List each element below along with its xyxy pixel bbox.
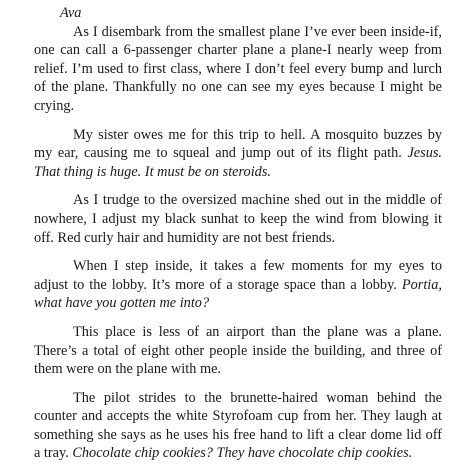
paragraph-text: When I step inside, it takes a few moments for my eyes to adjust to the lobby. It’s more of a storage space than a lobby. (34, 258, 442, 293)
paragraph-5 (34, 323, 442, 379)
paragraph-6 (34, 389, 442, 463)
paragraph-text: As I trudge to the oversized machine shed out in the middle of nowhere, I adjust my black sunhat to keep the wind from blowing it off. Red curly hair and humidity are not best friends. (34, 192, 442, 246)
italic-thought: Portia, what have you gotten me into? (34, 276, 442, 312)
paragraph-2 (34, 126, 442, 182)
paragraph-3 (34, 191, 442, 247)
italic-thought: Jesus. That thing is huge. It must be on steroids. (34, 145, 442, 180)
chapter-heading: Ava (60, 5, 82, 21)
italic-thought: Chocolate chip cookies? They have chocolate chip cookies. (72, 445, 413, 462)
paragraph-text: The pilot strides to the brunette-haired woman behind the counter and accepts the white Styrofoam cup from her. They laugh at something she says as he uses his free hand to lift a clear dome lid off a tray. (34, 389, 442, 462)
paragraph-4 (34, 257, 442, 313)
paragraph-text: As I disembark from the smallest plane I’ve ever been inside-if, one can call a 6-passenger charter plane a plane-I nearly weep from relief. I’m used to first class, where I don’t feel every bump and lurch of the plane. Thankfully no one can see my eyes because I might be crying. (34, 23, 442, 114)
paragraph-text: This place is less of an airport than the plane was a plane. There’s a total of eight other people inside the building, and three of them were on the plane with me. (34, 323, 442, 378)
document-page (34, 4, 442, 463)
paragraph-text: My sister owes me for this trip to hell. A mosquito buzzes by my ear, causing me to squeal and jump out of its flight path. (34, 126, 442, 162)
paragraph-1 (34, 23, 442, 116)
